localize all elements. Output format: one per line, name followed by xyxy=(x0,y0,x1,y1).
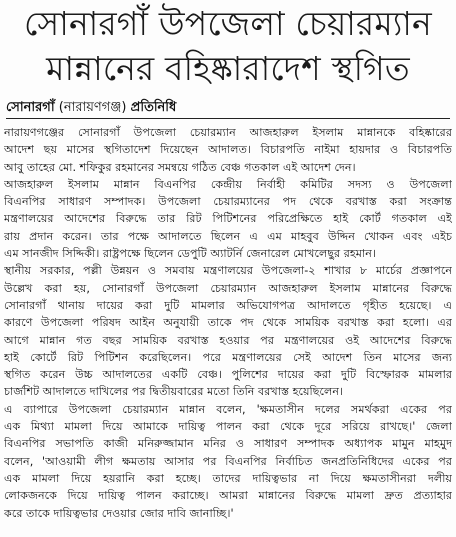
article-line: আবু তাহের মো. শফিকুর রহমানের সমন্বয়ে গঠিত বেঞ্চ গতকাল এই আদেশ দেন। xyxy=(4,160,356,174)
byline-role: প্রতিনিধি xyxy=(130,100,177,115)
byline-place: সোনারগাঁ xyxy=(6,100,55,115)
article-line: বিএনপির সভাপতি কাজী মনিরুজ্জামান মনির ও সাধারণ সম্পাদক অধ্যাপক মামুন মাহমুদ xyxy=(4,437,452,451)
byline-district: (নারায়ণগঞ্জ) xyxy=(58,100,127,115)
article-line: চার্জশিট আদালতে দাখিলের পর দ্বিতীয়বারের মতো তিনি বরখাস্ত হয়েছিলেন। xyxy=(4,385,344,399)
article-line: আগে মান্নান গত বছর সাময়িক বরখাস্ত হওয়ার পর মন্ত্রণালয়ের ওই আদেশের বিরুদ্ধে xyxy=(4,333,452,347)
article-line: বিএনপির সাধারণ সম্পাদক। উপজেলা চেয়ারম্যানের পদ থেকে বরখাস্ত করা সংক্রান্ত xyxy=(4,195,452,209)
article-line: কারণে উপজেলা পরিষদ আইন অনুযায়ী তাকে পদ থেকে সাময়িক বরখাস্ত করা হলো। এর xyxy=(4,316,452,330)
article-line: করে তাকে দায়িত্বভার দেওয়ার জোর দাবি জানাচ্ছি।' xyxy=(4,506,234,520)
article-line: এক মিথ্যা মামলা দিয়ে আমাকে দায়িত্ব পালন করা থেকে দূরে সরিয়ে রাখছে।' জেলা xyxy=(4,420,452,434)
article-line: এ ব্যাপারে উপজেলা চেয়ারম্যান মান্নান বলেন, 'ক্ষমতাসীন দলের সমর্থকরা একের পর xyxy=(4,402,452,416)
article-line: নারায়ণগঞ্জের সোনারগাঁ উপজেলা চেয়ারম্যান আজহারুল ইসলাম মান্নানকে বহিষ্কারের xyxy=(4,126,452,139)
article-line: এক মামলা দিয়ে হয়রানি করা হচ্ছে। তাদের দায়িত্বভার না দিয়ে ক্ষমতাসীনরা দলীয় xyxy=(4,471,452,485)
article-line: লোকজনকে দিয়ে দায়িত্ব পালন করাচ্ছে। আমরা মান্নানের বিরুদ্ধে মামলা দ্রুত প্রত্যাহার xyxy=(4,489,452,503)
article-line: আজহারুল ইসলাম মান্নান বিএনপির কেন্দ্রীয় নির্বাহী কমিটির সদস্য ও উপজেলা xyxy=(4,177,452,191)
article-line: রায় প্রদান করেন। তার পক্ষে আদালতে ছিলেন এ এম মাহবুব উদ্দিন খোকন এবং এইচ xyxy=(4,229,452,243)
headline-line-2: মান্নানের বহিষ্কারাদেশ স্থগিত xyxy=(46,49,410,88)
article-line: স্থগিত করেন উচ্চ আদালতের একটি বেঞ্চ। পুলিশের দায়ের করা দুটি বিস্ফোরক মামলার xyxy=(4,368,452,382)
article-line: আদেশ ছয় মাসের স্থগিতাদেশ দিয়েছেন আদালত। বিচারপতি নাইমা হায়দার ও বিচারপতি xyxy=(4,143,452,157)
article-line: উল্লেখ করা হয়, সোনারগাঁ উপজেলা চেয়ারম্যান আজহারুল ইসলাম মান্নানের বিরুদ্ধে xyxy=(4,281,452,295)
article-line: বলেন, 'আওয়ামী লীগ ক্ষমতায় আসার পর বিএনপির নির্বাচিত জনপ্রতিনিধিদের একের পর xyxy=(4,454,452,468)
article-body xyxy=(4,124,452,534)
article-line: হাই কোর্টে রিট পিটিশন করেছিলেন। পরে মন্ত্রণালয়ের সেই আদেশ তিন মাসের জন্য xyxy=(4,350,452,364)
article-line: সোনারগাঁ থানায় দায়ের করা দুটি মামলার অভিযোগপত্র আদালতে গৃহীত হয়েছে। এ xyxy=(4,298,452,312)
article-line: স্থানীয় সরকার, পল্লী উন্নয়ন ও সমবায় মন্ত্রণালয়ের উপজেলা-২ শাখার ৮ মার্চের প্রজ্ঞাপনে xyxy=(4,264,452,278)
article-line: মন্ত্রণালয়ের আদেশের বিরুদ্ধে তার রিট পিটিশনের পরিপ্রেক্ষিতে হাই কোর্ট গতকাল এই xyxy=(4,212,452,226)
byline-divider xyxy=(6,118,450,119)
article-line: এম সানজীদ সিদ্দিকী। রাষ্ট্রপক্ষে ছিলেন ডেপুটি অ্যাটর্নি জেনারেল মোখলেছুর রহমান। xyxy=(4,247,376,261)
headline-line-1: সোনারগাঁ উপজেলা চেয়ারম্যান xyxy=(24,4,432,43)
byline xyxy=(6,96,450,118)
